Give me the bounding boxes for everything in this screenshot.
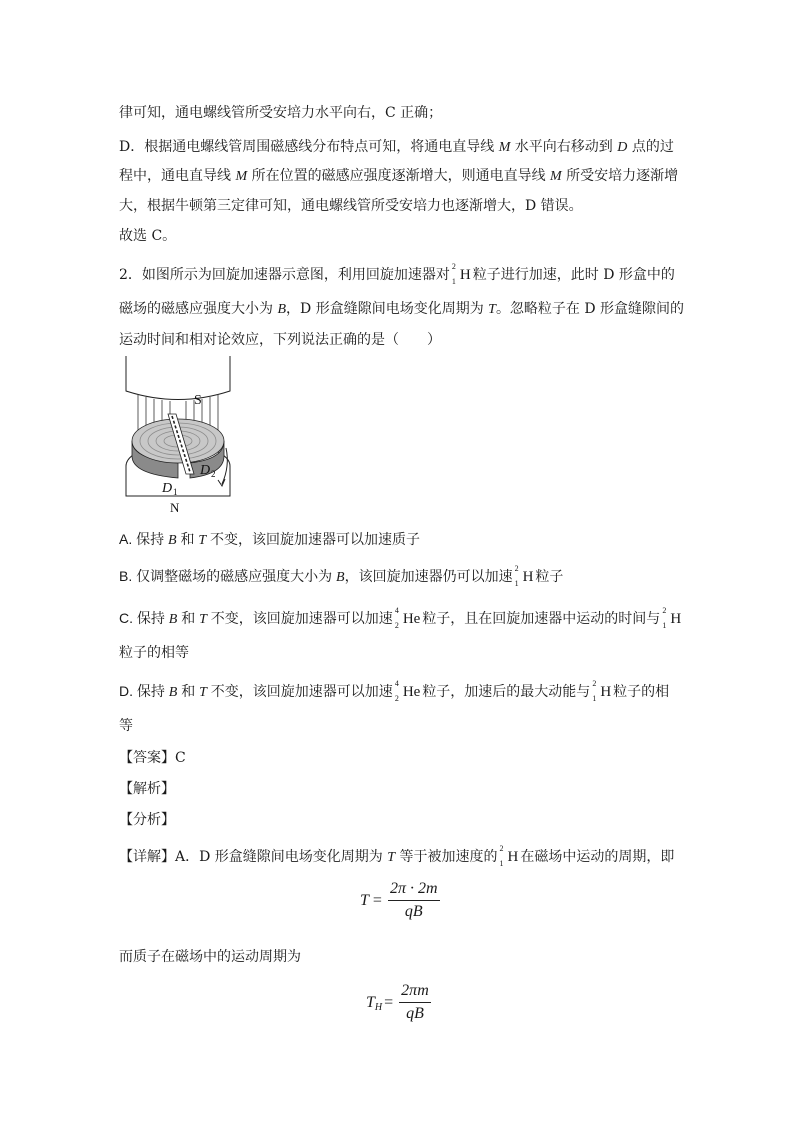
text: 2．如图所示为回旋加速器示意图，利用回旋加速器对 <box>119 267 450 283</box>
text: 点的过 <box>627 139 674 155</box>
text: 水平向右移动到 <box>510 139 618 155</box>
var-m: M <box>550 169 562 184</box>
fraction: $\frac{2\pi m}{qB}$ <box>401 982 429 1022</box>
cyclotron-diagram <box>118 356 248 516</box>
svg-text:2: 2 <box>211 469 216 479</box>
analysis-heading: 【解析】 <box>119 781 175 797</box>
nuclide-h: 2 1 H <box>451 262 471 286</box>
label-d1: D <box>162 481 173 496</box>
var-b: B <box>277 302 287 317</box>
text-line <box>119 166 678 187</box>
option-a: A. 保持 B 和 T 不变，该回旋加速器可以加速质子 <box>119 531 421 548</box>
option-b: B. 仅调整磁场的磁感应强度大小为 B，该回旋加速器仍可以加速 2 1 H 粒子 <box>119 564 564 588</box>
var-m: M <box>235 169 248 184</box>
text-line <box>119 137 674 158</box>
text: 所在位置的磁感应强度逐渐增大，则通电直导线 <box>247 168 551 184</box>
text: 磁场的磁感应强度大小为 <box>119 301 278 317</box>
answer: 【答案】C <box>119 750 186 766</box>
text: 粒子进行加速，此时 D 形盒中的 <box>472 267 675 283</box>
var-d: D <box>617 140 628 155</box>
var-t: T <box>488 302 496 317</box>
text-line: 而质子在磁场中的运动周期为 <box>119 949 301 965</box>
text: D．根据通电螺线管周围磁感线分布特点可知，将通电直导线 <box>119 139 499 155</box>
var-m: M <box>498 140 511 155</box>
svg-text:1: 1 <box>173 487 178 497</box>
nuclide-h: 2 1 H <box>592 679 612 703</box>
question-line <box>119 330 441 350</box>
formula-proton-period: T $_H$ = $\frac{2\pi m}{qB}$ <box>366 982 429 1022</box>
text: ，D 形盒缝隙间电场变化周期为 <box>286 301 489 317</box>
detail-line: 【详解】A．D 形盒缝隙间电场变化周期为 T 等于被加速度的 2 1 H 在磁场中运动的周期，即 <box>119 844 675 868</box>
label-s: S <box>194 393 202 408</box>
option-c-cont: 粒子的相等 <box>119 644 189 660</box>
text-line <box>119 226 176 246</box>
text: 。忽略粒子在 D 形盒缝隙间的 <box>495 301 685 317</box>
text: 所受安培力逐渐增 <box>561 168 679 184</box>
text-line <box>119 103 442 123</box>
fraction: $\frac{2\pi \cdot 2m}{qB}$ <box>389 880 438 920</box>
text: 程中，通电直导线 <box>119 168 236 184</box>
option-c: C. 保持 B 和 T 不变，该回旋加速器可以加速 4 2 He 粒子，且在回旋加速器中运动的时间与 2 1 H <box>119 606 682 630</box>
cyclotron-figure <box>118 356 248 516</box>
question-line <box>119 262 675 286</box>
label-d2: D <box>200 463 211 478</box>
text: 运动时间和相对论效应，下列说法正确的是（ ） <box>119 332 441 348</box>
nuclide-he: 4 2 He <box>394 679 421 703</box>
text: 律可知，通电螺线管所受安培力水平向右，C 正确； <box>119 105 443 121</box>
option-d: D. 保持 B 和 T 不变，该回旋加速器可以加速 4 2 He 粒子，加速后的最大动能与 2 1 H 粒子的相 <box>119 679 670 703</box>
formula-period: T = $\frac{2\pi \cdot 2m}{qB}$ <box>360 880 438 920</box>
option-d-cont: 等 <box>119 717 133 733</box>
label-n: N <box>170 500 180 515</box>
nuclide-h: 2 1 H <box>499 844 519 868</box>
text: 故选 C。 <box>119 228 177 244</box>
text-line <box>119 196 583 216</box>
nuclide-h: 2 1 H <box>662 606 682 630</box>
text: 大，根据牛顿第三定律可知，通电螺线管所受安培力也逐渐增大，D 错误。 <box>119 198 583 214</box>
question-line <box>119 299 684 320</box>
nuclide-h: 2 1 H <box>514 564 534 588</box>
fenxi-heading: 【分析】 <box>119 812 175 828</box>
nuclide-he: 4 2 He <box>394 606 421 630</box>
